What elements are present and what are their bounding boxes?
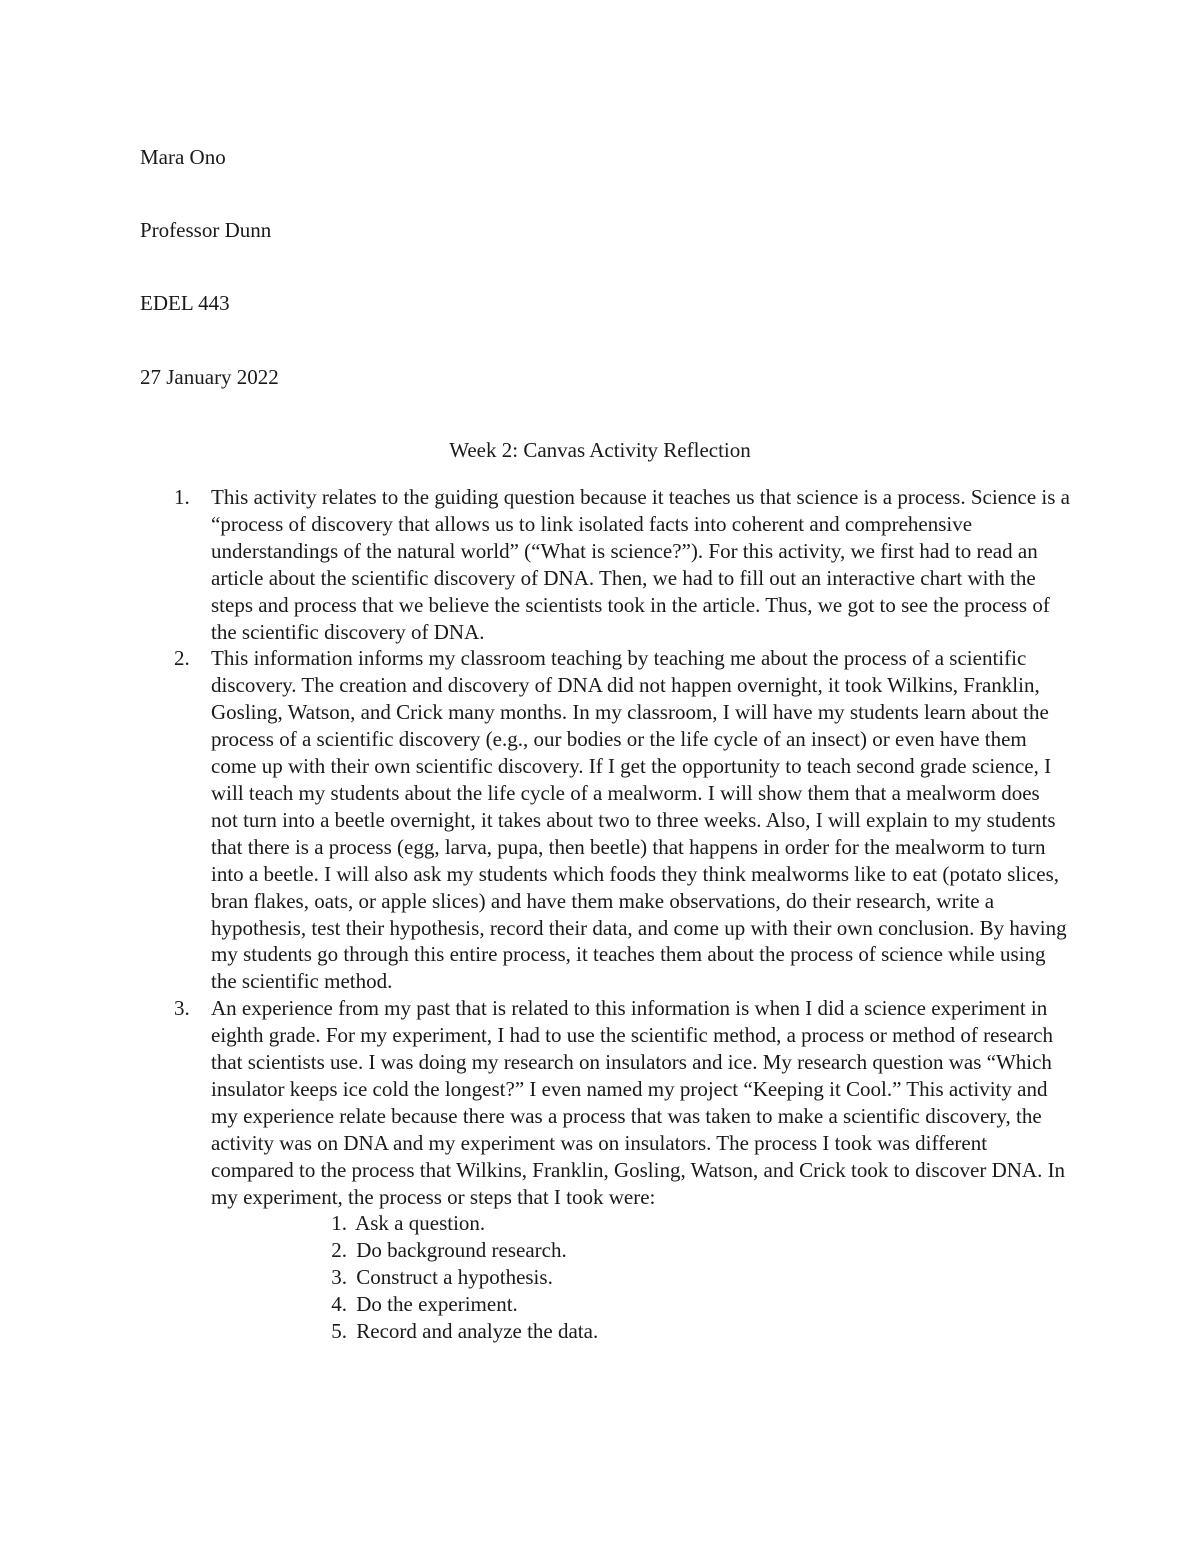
list-item	[140, 484, 1070, 645]
step-text: Ask a question.	[355, 1211, 486, 1236]
step-item	[331, 1318, 1070, 1345]
page-title: Week 2: Canvas Activity Reflection	[449, 438, 751, 462]
step-item	[331, 1237, 1070, 1264]
course-code: EDEL 443	[140, 291, 230, 315]
list-item-text: This information informs my classroom teaching by teaching me about the process of a scientific discovery. The creation and discovery of DNA did not happen overnight, it took Wilkins, Franklin, Gosling, Watson, and Crick many months. In my classroom, I will have my students learn about the process of a scientific discovery (e.g., our bodies or the life cycle of an insect) or even have them come up with their own scientific discovery. If I get the opportunity to teach second grade science, I will teach my students about the life cycle of a mealworm. I will show them that a mealworm does not turn into a beetle overnight, it takes about two to three weeks. Also, I will explain to my students that there is a process (egg, larva, pupa, then beetle) that happens in order for the mealworm to turn into a beetle. I will also ask my students which foods they think mealworms like to eat (potato slices, bran flakes, oats, or apple slices) and have them make observations, do their research, write a hypothesis, test their hypothesis, record their data, and come up with their own conclusion. By having my students go through this entire process, it teaches them about the process of science while using the scientific method.	[211, 646, 1067, 994]
step-text: Do background research.	[356, 1238, 567, 1263]
step-item	[331, 1264, 1070, 1291]
step-text: Do the experiment.	[356, 1292, 518, 1317]
professor-name: Professor Dunn	[140, 218, 272, 242]
list-item	[140, 995, 1070, 1345]
list-item-number: 1.	[174, 485, 190, 509]
student-name: Mara Ono	[140, 145, 226, 169]
step-text: Record and analyze the data.	[356, 1319, 599, 1344]
document-date: 27 January 2022	[140, 365, 279, 389]
step-number: 1.	[331, 1211, 347, 1236]
answer-list	[140, 484, 1070, 1345]
list-item-text: An experience from my past that is related to this information is when I did a science experiment in eighth grade. For my experiment, I had to use the scientific method, a process or method of research that scientists use. I was doing my research on insulators and ice. My research question was “Which insulator keeps ice cold the longest?” I even named my project “Keeping it Cool.” This activity and my experience relate because there was a process that was taken to make a scientific discovery, the activity was on DNA and my experiment was on insulators. The process I took was different compared to the process that Wilkins, Franklin, Gosling, Watson, and Crick took to discover DNA. In my experiment, the process or steps that I took were:	[211, 996, 1066, 1209]
step-number: 4.	[331, 1292, 347, 1317]
list-item	[140, 645, 1070, 995]
step-item	[331, 1210, 1070, 1237]
step-text: Construct a hypothesis.	[356, 1265, 553, 1290]
step-list	[331, 1210, 1070, 1345]
step-number: 3.	[331, 1265, 347, 1290]
step-number: 5.	[331, 1319, 347, 1344]
step-number: 2.	[331, 1238, 347, 1263]
list-item-text: This activity relates to the guiding question because it teaches us that science is a process. Science is a “process of discovery that allows us to link isolated facts into coherent and comprehensive understandings of the natural world” (“What is science?”). For this activity, we first had to read an article about the scientific discovery of DNA. Then, we had to fill out an interactive chart with the steps and process that we believe the scientists took in the article. Thus, we got to see the process of the scientific discovery of DNA.	[211, 485, 1070, 644]
list-item-number: 2.	[174, 646, 190, 671]
step-item	[331, 1291, 1070, 1318]
list-item-number: 3.	[174, 996, 190, 1021]
